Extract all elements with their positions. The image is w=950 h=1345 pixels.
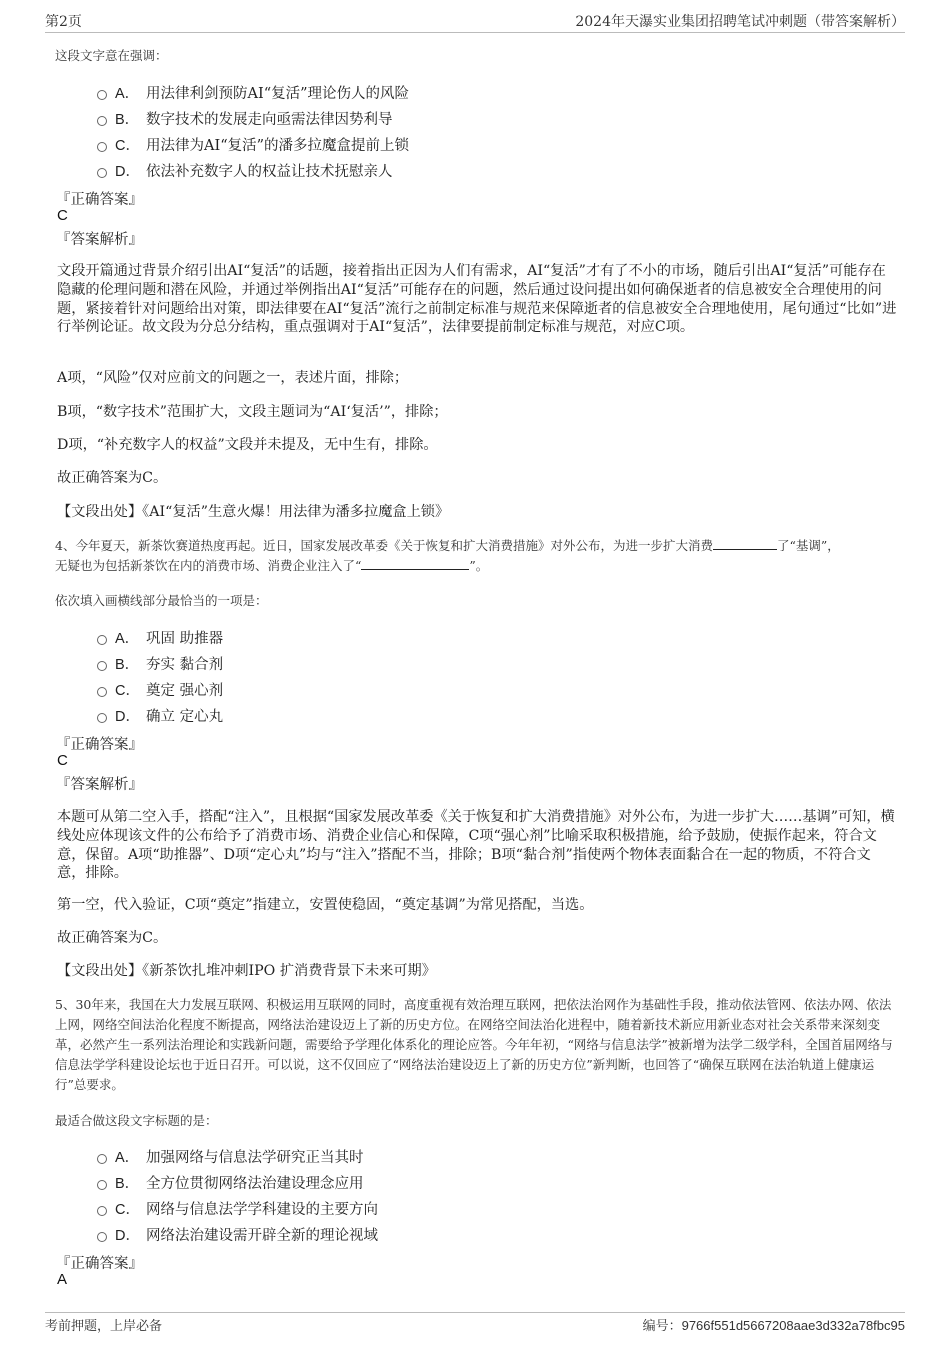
option-label: A． (115, 86, 140, 102)
q4-stem-line2b: ”。 (469, 558, 489, 573)
radio-icon[interactable] (97, 687, 107, 697)
option-label: D． (115, 1228, 140, 1244)
q3-option-a[interactable] (97, 82, 409, 103)
option-text: 加强网络与信息法学研究正当其时 (146, 1150, 364, 1166)
q3-analysis-heading: 『答案解析』 (56, 232, 143, 248)
option-label: C． (115, 1202, 140, 1218)
q4-answer-heading: 『正确答案』 (56, 737, 143, 753)
option-label: C． (115, 138, 140, 154)
option-label: D． (115, 709, 140, 725)
q3-answer-heading: 『正确答案』 (56, 192, 143, 208)
option-text: 确立 定心丸 (146, 709, 224, 725)
option-text: 数字技术的发展走向亟需法律因势利导 (146, 112, 393, 128)
document-id: 编号：9766f551d5667208aae3d332a78fbc95 (642, 1317, 905, 1333)
q4-stem-part2: 了“基调”， (776, 538, 840, 553)
option-text: 用法律为AI“复活”的潘多拉魔盒提前上锁 (146, 138, 410, 154)
q3-conclusion: 故正确答案为C。 (57, 470, 168, 486)
option-text: 全方位贯彻网络法治建设理念应用 (146, 1176, 364, 1192)
q3-answer: C (57, 207, 68, 224)
radio-icon[interactable] (97, 1206, 107, 1216)
q5-stem: 5、30年来，我国在大力发展互联网、积极运用互联网的同时，高度重视有效治理互联网，把依法治网作为基础性手段，推动依法管网、依法办网、依法上网，网络空间法治化程度不断提高，网络法治建设迈上了新的历史方位。在网络空间法治化进程中，随着新技术新应用新业态对社会关系带来深刻变革，必然产生一系列法治理论和实践新问题，需要给予学理化体系化的理论应答。今年年初，“网络与信息法学”被新增为法学二级学科，全国首届网络与信息法学学科建设论坛也于近日召开。可以说，这不仅回应了“网络法治建设迈上了新的历史方位”新判断，也回答了“确保互联网在法治轨道上健康运行”总要求。 (55, 997, 893, 1092)
q3-source: 【文段出处】《AI“复活”生意火爆！用法律为潘多拉魔盒上锁》 (57, 504, 450, 520)
option-text: 夯实 黏合剂 (146, 657, 224, 673)
radio-icon[interactable] (97, 90, 107, 100)
radio-icon[interactable] (97, 1154, 107, 1164)
radio-icon[interactable] (97, 116, 107, 126)
q5-option-b[interactable] (97, 1172, 364, 1193)
option-label: B． (115, 657, 140, 673)
q3-analysis-d: D项，“补充数字人的权益”文段并未提及，无中生有，排除。 (57, 437, 438, 453)
q4-question: 依次填入画横线部分最恰当的一项是： (55, 593, 268, 608)
page-header (45, 10, 905, 33)
q5-option-d[interactable] (97, 1224, 378, 1245)
q4-option-d[interactable] (97, 705, 223, 726)
q4-analysis-main: 本题可从第二空入手，搭配“注入”，且根据“国家发展改革委《关于恢复和扩大消费措施》对外公布，为进一步扩大……基调”可知，横线处应体现该文件的公布给予了消费市场、消费企业信心和保障，C项“强心剂”比喻采取积极措施，给予鼓励，使振作起来，符合文意，保留。A项“助推器”、D项“定心丸”均与“注入”搭配不当，排除；B项“黏合剂”指使两个物体表面黏合在一起的物质，不符合文意，排除。 (57, 809, 895, 882)
radio-icon[interactable] (97, 142, 107, 152)
q4-option-b[interactable] (97, 653, 223, 674)
q3-analysis-a: A项，“风险”仅对应前文的问题之一，表述片面，排除； (57, 370, 409, 386)
page-footer (45, 1312, 905, 1335)
option-label: A． (115, 631, 140, 647)
radio-icon[interactable] (97, 713, 107, 723)
option-text: 依法补充数字人的权益让技术抚慰亲人 (146, 164, 393, 180)
q4-analysis-heading: 『答案解析』 (56, 777, 143, 793)
q3-analysis-main: 文段开篇通过背景介绍引出AI“复活”的话题，接着指出正因为人们有需求，AI“复活”才有了不小的市场，随后引出AI“复活”可能存在隐藏的伦理问题和潜在风险，并通过举例指出AI“复活”可能存在的问题，然后通过设问提出如何确保逝者的信息被安全合理使用的问题，紧接着针对问题给出对策，即法律要在AI“复活”流行之前制定标准与规范来保障逝者的信息被安全合理地使用，尾句通过“比如”进行举例论证。故文段为分总分结构，重点强调对于AI“复活”，法律要提前制定标准与规范，对应C项。 (57, 263, 897, 336)
q5-question: 最适合做这段文字标题的是： (55, 1113, 218, 1128)
radio-icon[interactable] (97, 168, 107, 178)
option-label: A． (115, 1150, 140, 1166)
q4-stem-part1: 4、今年夏天，新茶饮赛道热度再起。近日，国家发展改革委《关于恢复和扩大消费措施》对外公布，为进一步扩大消费 (55, 538, 713, 553)
option-text: 网络法治建设需开辟全新的理论视域 (146, 1228, 378, 1244)
option-label: B． (115, 1176, 140, 1192)
option-text: 奠定 强心剂 (146, 683, 224, 699)
q5-option-c[interactable] (97, 1198, 378, 1219)
option-text: 网络与信息法学学科建设的主要方向 (146, 1202, 378, 1218)
footer-slogan: 考前押题，上岸必备 (45, 1318, 163, 1334)
q4-conclusion: 故正确答案为C。 (57, 930, 168, 946)
q3-stem: 这段文字意在强调： (55, 48, 168, 63)
q4-source: 【文段出处】《新茶饮扎堆冲刺IPO 扩消费背景下未来可期》 (57, 963, 436, 979)
q3-analysis-b: B项，“数字技术”范围扩大，文段主题词为“AI‘复活’”，排除； (57, 404, 448, 420)
option-text: 巩固 助推器 (146, 631, 224, 647)
radio-icon[interactable] (97, 1180, 107, 1190)
q4-stem-line2a: 无疑也为包括新茶饮在内的消费市场、消费企业注入了“ (55, 558, 362, 573)
option-label: C． (115, 683, 140, 699)
q3-option-c[interactable] (97, 134, 409, 155)
q5-option-a[interactable] (97, 1146, 364, 1167)
option-label: D． (115, 164, 140, 180)
q3-option-b[interactable] (97, 108, 393, 129)
q5-answer: A (57, 1271, 68, 1288)
radio-icon[interactable] (97, 635, 107, 645)
radio-icon[interactable] (97, 1232, 107, 1242)
q4-analysis-first-blank: 第一空，代入验证，C项“奠定”指建立，安置使稳固，“奠定基调”为常见搭配，当选。 (57, 897, 594, 913)
q3-option-d[interactable] (97, 160, 393, 181)
q4-option-a[interactable] (97, 627, 223, 648)
document-title: 2024年天瀑实业集团招聘笔试冲刺题（带答案解析） (575, 14, 905, 30)
q4-answer: C (57, 752, 68, 769)
q4-blank-2 (361, 557, 469, 570)
option-label: B． (115, 112, 140, 128)
radio-icon[interactable] (97, 661, 107, 671)
q5-answer-heading: 『正确答案』 (56, 1256, 143, 1272)
q4-blank-1 (713, 537, 777, 550)
q4-stem (55, 536, 905, 576)
option-text: 用法律利剑预防AI“复活”理论伤人的风险 (146, 86, 410, 102)
q4-option-c[interactable] (97, 679, 223, 700)
page-number: 第2页 (45, 14, 82, 30)
